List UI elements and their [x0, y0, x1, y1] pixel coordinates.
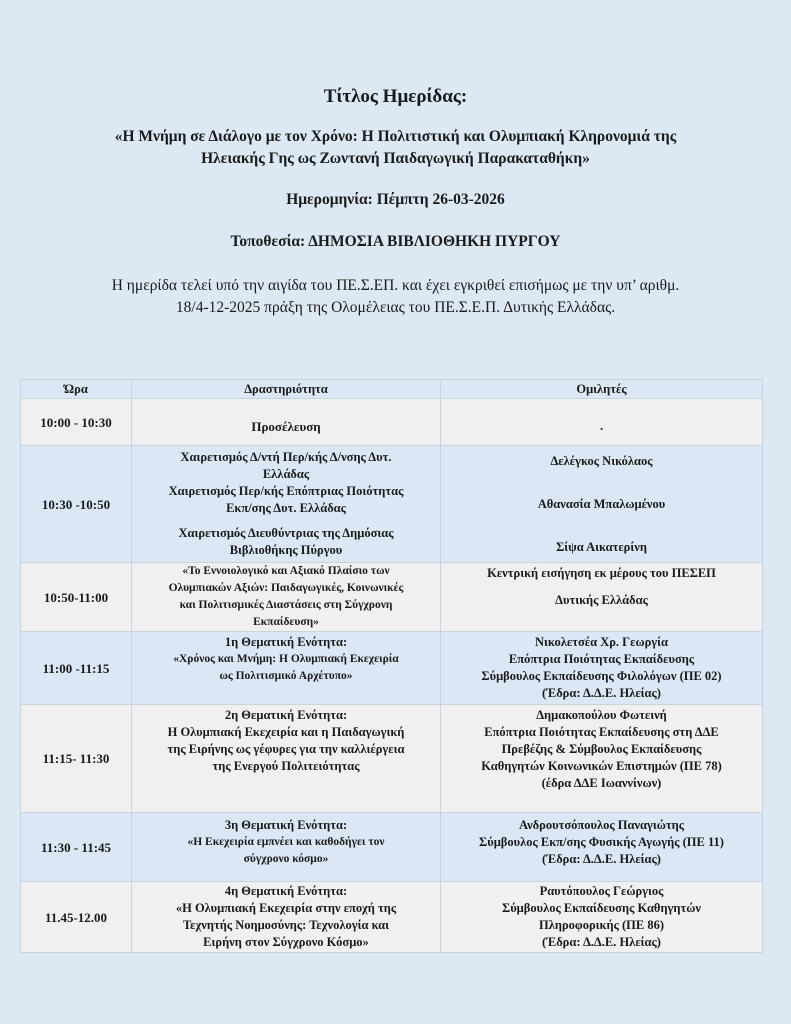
time-cell: 11.45-12.00 — [21, 882, 132, 953]
speaker-line: Καθηγητών Κοινωνικών Επιστημών (ΠΕ 78) — [481, 759, 722, 773]
activity-line: Τεχνητής Νοημοσύνης: Τεχνολογία και — [182, 918, 390, 932]
speaker-line: . — [599, 418, 604, 433]
activity-line: της Ενεργού Πολιτειότητας — [212, 759, 360, 773]
speakers-cell — [441, 632, 763, 705]
activity-line: Χαιρετισμός Διευθύντριας της Δημόσιας — [178, 526, 394, 540]
speaker-line: Σύμβουλος Εκπαίδευσης Καθηγητών — [502, 901, 701, 915]
speakers-cell — [441, 705, 763, 813]
speaker-line: (Έδρα: Δ.Δ.Ε. Ηλείας) — [542, 686, 661, 700]
table-row — [21, 882, 763, 953]
activity-cell — [132, 882, 441, 953]
activity-line: 2η Θεματική Ενότητα: — [224, 708, 348, 722]
speaker-line: Επόπτρια Ποιότητας Εκπαίδευσης — [508, 652, 695, 666]
speaker-line: Πρεβέζης & Σύμβουλος Εκπαίδευσης — [501, 742, 702, 756]
speaker-line: Ραυτόπουλος Γεώργιος — [539, 884, 664, 898]
header-speakers: Ομιλητές — [441, 380, 763, 399]
table-row — [21, 705, 763, 813]
speaker-line: Δημακοπούλου Φωτεινή — [536, 708, 667, 722]
speaker-line: Σίψα Αικατερίνη — [556, 539, 647, 554]
speaker-line: (Έδρα: Δ.Δ.Ε. Ηλείας) — [542, 852, 661, 866]
activity-cell — [132, 446, 441, 563]
activity-line: «Η Εκεχειρία εμπνέει και καθοδήγει τον — [187, 836, 385, 848]
event-subtitle — [0, 126, 791, 170]
activity-line: Χαιρετισμός Δ/ντή Περ/κής Δ/νσης Δυτ. — [180, 450, 392, 464]
activity-line: 1η Θεματική Ενότητα: — [224, 635, 348, 649]
approval-note — [0, 275, 791, 319]
activity-cell — [132, 632, 441, 705]
speaker-line: Κεντρική εισήγηση εκ μέρους του ΠΕΣΕΠ — [487, 566, 716, 580]
time-cell: 11:15- 11:30 — [21, 705, 132, 813]
activity-cell — [132, 705, 441, 813]
speaker-line: Ανδρουτσόπουλος Παναγιώτης — [518, 818, 685, 832]
activity-line: Βιβλιοθήκης Πύργου — [229, 543, 343, 557]
spacer — [445, 513, 758, 539]
speaker-line: Δελέγκος Νικόλαος — [550, 453, 653, 468]
approval-note-line-2: 18/4-12-2025 πράξη της Ολομέλειας του ΠΕ.Σ.Ε.Π. Δυτικής Ελλάδας. — [175, 299, 616, 316]
time-cell: 11:30 - 11:45 — [21, 813, 132, 882]
table-row — [21, 563, 763, 632]
activity-cell — [132, 563, 441, 632]
time-cell: 10:00 - 10:30 — [21, 399, 132, 446]
time-cell: 10:30 -10:50 — [21, 446, 132, 563]
activity-line: Χαιρετισμός Περ/κής Επόπτριας Ποιότητας — [168, 484, 404, 498]
event-date: Ημερομηνία: Πέμπτη 26-03-2026 — [286, 191, 505, 208]
activity-line: «Χρόνος και Μνήμη: Η Ολυμπιακή Εκεχειρία — [173, 653, 399, 665]
activity-cell — [132, 399, 441, 446]
activity-cell — [132, 813, 441, 882]
table-row — [21, 813, 763, 882]
activity-line: σύγχρονο κόσμο» — [243, 853, 329, 865]
event-location: Τοποθεσία: ΔΗΜΟΣΙΑ ΒΙΒΛΙΟΘΗΚΗ ΠΥΡΓΟΥ — [230, 233, 561, 250]
schedule-table — [20, 379, 763, 953]
speaker-line: Σύμβουλος Εκπ/σης Φυσικής Αγωγής (ΠΕ 11) — [479, 835, 724, 849]
activity-line: 3η Θεματική Ενότητα: — [224, 818, 348, 832]
activity-line: 4η Θεματική Ενότητα: — [224, 884, 348, 898]
activity-line: «Η Ολυμπιακή Εκεχειρία στην εποχή της — [175, 901, 397, 915]
speakers-cell — [441, 882, 763, 953]
approval-note-line-1: Η ημερίδα τελεί υπό την αιγίδα του ΠΕ.Σ.ΕΠ. και έχει εγκριθεί επισήμως με την υπ’ αριθμ. — [111, 277, 680, 294]
spacer — [445, 470, 758, 496]
speakers-cell — [441, 399, 763, 446]
speaker-line: (Έδρα: Δ.Δ.Ε. Ηλείας) — [542, 935, 661, 949]
table-row — [21, 399, 763, 446]
spacer — [136, 517, 436, 525]
speaker-line: Αθανασία Μπαλωμένου — [537, 496, 666, 511]
spacer — [445, 582, 758, 592]
speaker-line: Σύμβουλος Εκπαίδευσης Φιλολόγων (ΠΕ 02) — [481, 669, 722, 683]
speakers-cell — [441, 563, 763, 632]
activity-line: Ελλάδας — [262, 467, 310, 481]
activity-line: Η Ολυμπιακή Εκεχειρία και η Παιδαγωγική — [167, 725, 405, 739]
time-cell: 11:00 -11:15 — [21, 632, 132, 705]
activity-line: της Ειρήνης ως γέφυρες για την καλλιέργεια — [167, 742, 405, 756]
activity-line: Ειρήνη στον Σύγχρονο Κόσμο» — [203, 935, 369, 949]
activity-line: ως Πολιτισμικό Αρχέτυπο» — [219, 670, 353, 682]
activity-line: «Το Εννοιολογικό και Αξιακό Πλαίσιο των — [182, 565, 390, 577]
table-row — [21, 632, 763, 705]
activity-line: Εκπαίδευση» — [253, 616, 319, 628]
activity-line: και Πολιτισμικές Διαστάσεις στη Σύγχρονη — [179, 599, 393, 611]
document-title: Τίτλος Ημερίδας: — [323, 86, 468, 107]
header-time: Ώρα — [21, 380, 132, 399]
speaker-line: Επόπτρια Ποιότητας Εκπαίδευσης στη ΔΔΕ — [484, 725, 719, 739]
speakers-cell — [441, 446, 763, 563]
speaker-line: Δυτικής Ελλάδας — [555, 593, 648, 607]
speaker-line: Πληροφορικής (ΠΕ 86) — [539, 918, 664, 932]
time-cell: 10:50-11:00 — [21, 563, 132, 632]
table-row — [21, 446, 763, 563]
header-activity: Δραστηριότητα — [132, 380, 441, 399]
subtitle-line-1: «Η Μνήμη σε Διάλογο με τον Χρόνο: Η Πολιτιστική και Ολυμπιακή Κληρονομιά της — [114, 128, 677, 145]
speakers-cell — [441, 813, 763, 882]
activity-line: Εκπ/σης Δυτ. Ελλάδας — [226, 501, 346, 515]
speaker-line: Νικολετσέα Χρ. Γεωργία — [534, 635, 668, 649]
speaker-line: (έδρα ΔΔΕ Ιωαννίνων) — [541, 776, 662, 790]
activity-line: Προσέλευση — [251, 418, 321, 434]
activity-line: Ολυμπιακών Αξιών: Παιδαγωγικές, Κοινωνικές — [168, 582, 404, 594]
subtitle-line-2: Ηλειακής Γης ως Ζωντανή Παιδαγωγική Παρακαταθήκη» — [201, 150, 590, 167]
table-header-row — [21, 380, 763, 399]
